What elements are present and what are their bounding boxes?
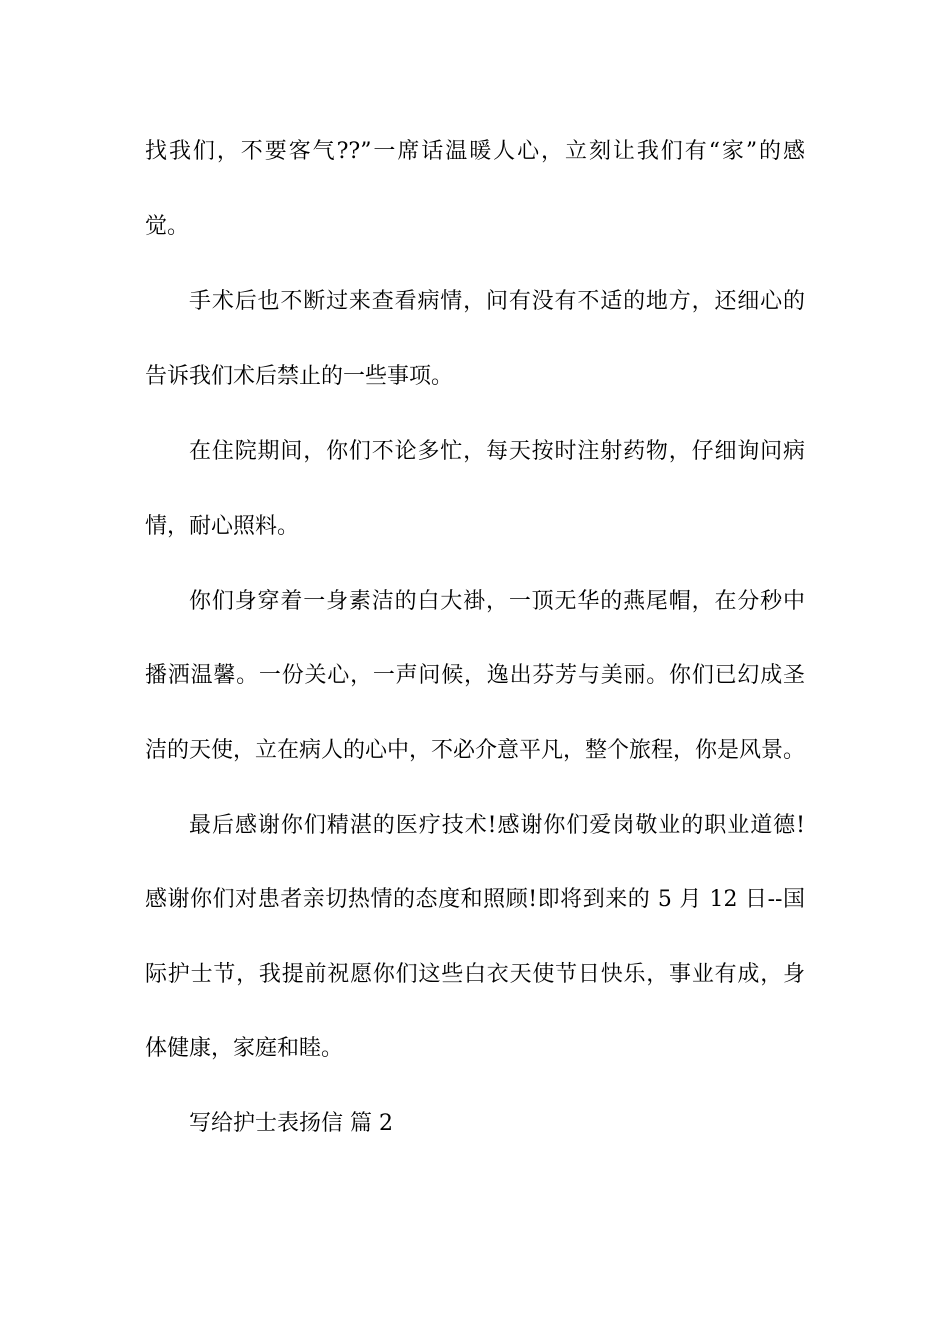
line-text: 你们身穿着一身素洁的白大褂，一顶无华的燕尾帽，在分秒中 (189, 589, 805, 614)
line-text: 告诉我们术后禁止的一些事项。 (145, 364, 454, 389)
section-heading (0, 1104, 950, 1144)
line-text: 播洒温馨。一份关心，一声问候，逸出芬芳与美丽。你们已幻成圣 (145, 663, 805, 688)
line-text: 际护士节，我提前祝愿你们这些白衣天使节日快乐，事业有成，身 (145, 962, 805, 987)
paragraph-first-line (0, 432, 950, 472)
text-line (0, 357, 950, 397)
text-line (0, 507, 950, 547)
paragraph-first-line (0, 582, 950, 622)
line-text: 洁的天使，立在病人的心中，不必介意平凡，整个旅程，你是风景。 (145, 738, 806, 763)
text-line (0, 656, 950, 696)
line-text: 在住院期间，你们不论多忙，每天按时注射药物，仔细询问病 (189, 439, 805, 464)
text-line (0, 955, 950, 995)
heading-text: 写给护士表扬信 篇 2 (189, 1111, 393, 1136)
text-line (0, 731, 950, 771)
text-line (0, 880, 950, 920)
text-line (0, 1029, 950, 1069)
line-text: 手术后也不断过来查看病情，问有没有不适的地方，还细心的 (189, 289, 805, 314)
paragraph-first-line (0, 282, 950, 322)
text-line (0, 207, 950, 247)
paragraph-first-line (0, 806, 950, 846)
text-line (0, 132, 950, 172)
line-text: 感谢你们对患者亲切热情的态度和照顾!即将到来的 5 月 12 日--国 (145, 887, 805, 912)
line-text: 最后感谢你们精湛的医疗技术!感谢你们爱岗敬业的职业道德! (189, 813, 805, 838)
line-text: 体健康，家庭和睦。 (145, 1036, 344, 1061)
line-text: 情，耐心照料。 (145, 514, 300, 539)
line-text: 觉。 (145, 214, 190, 239)
line-text: 找我们，不要客气??”一席话温暖人心，立刻让我们有“家”的感 (145, 139, 805, 164)
